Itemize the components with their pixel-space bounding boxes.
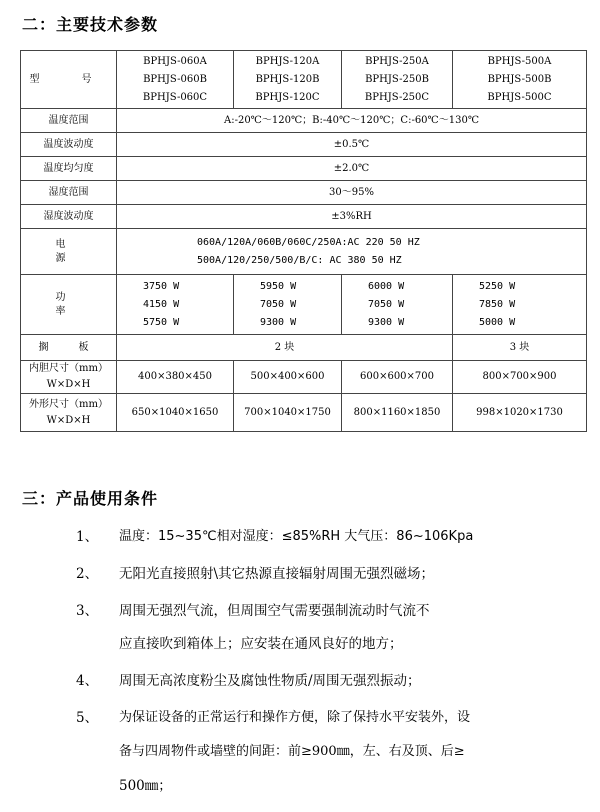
outer-size-label: 外形尺寸（mm） W×D×H <box>21 394 117 432</box>
table-row-inner-size <box>21 361 587 394</box>
section-heading-spec: 二：主要技术参数 <box>22 15 159 34</box>
table-row-outer-size <box>21 394 587 432</box>
condition-number: 1、 <box>76 529 99 545</box>
hum-range-label: 湿度范围 <box>21 181 117 205</box>
condition-text-continued: 应直接吹到箱体上；应安装在通风良好的地方； <box>119 636 403 652</box>
model-group-120: BPHJS-120A BPHJS-120B BPHJS-120C <box>234 51 342 109</box>
outer-size-060: 650×1040×1650 <box>117 394 234 432</box>
temp-range-label: 温度范围 <box>21 109 117 133</box>
outer-size-250: 800×1160×1850 <box>342 394 453 432</box>
shelf-value-a: 2 块 <box>117 335 453 361</box>
condition-number: 4、 <box>76 673 99 689</box>
watt-group-250: 6000 W 7050 W 9300 W <box>342 275 453 335</box>
condition-text: 温度：15~35℃相对湿度：≤85%RH 大气压：86~106Kpa <box>119 529 474 544</box>
condition-text: 为保证设备的正常运行和操作方便，除了保持水平安装外，设 <box>119 710 471 725</box>
model-group-250: BPHJS-250A BPHJS-250B BPHJS-250C <box>342 51 453 109</box>
model-group-060: BPHJS-060A BPHJS-060B BPHJS-060C <box>117 51 234 109</box>
model-label: 型 号 <box>21 51 117 109</box>
shelf-label: 搁 板 <box>21 335 117 361</box>
watt-label: 功 率 <box>21 275 117 335</box>
hum-fluct-value: ±3%RH <box>117 205 587 229</box>
watt-group-120: 5950 W 7050 W 9300 W <box>234 275 342 335</box>
temp-range-value: A:-20℃～120℃；B:-40℃～120℃；C:-60℃～130℃ <box>117 109 587 133</box>
hum-fluct-label: 湿度波动度 <box>21 205 117 229</box>
table-row-power <box>21 229 587 275</box>
inner-size-120: 500×400×600 <box>234 361 342 394</box>
section-heading-conditions: 三：产品使用条件 <box>22 489 159 508</box>
watt-group-500: 5250 W 7850 W 5000 W <box>453 275 587 335</box>
power-value: 060A/120A/060B/060C/250A:AC 220 50 HZ 500A/120/250/500/B/C: AC 380 50 HZ <box>117 229 587 275</box>
inner-size-060: 400×380×450 <box>117 361 234 394</box>
condition-number: 3、 <box>76 603 99 619</box>
table-row-shelf <box>21 335 587 361</box>
table-row-model <box>21 51 587 109</box>
outer-size-500: 998×1020×1730 <box>453 394 587 432</box>
temp-fluct-value: ±0.5℃ <box>117 133 587 157</box>
table-row-hum-fluct <box>21 205 587 229</box>
shelf-value-b: 3 块 <box>453 335 587 361</box>
condition-number: 2、 <box>76 566 99 582</box>
hum-range-value: 30～95% <box>117 181 587 205</box>
model-group-500: BPHJS-500A BPHJS-500B BPHJS-500C <box>453 51 587 109</box>
condition-number: 5、 <box>76 710 99 726</box>
spec-table <box>20 50 587 432</box>
table-row-hum-range <box>21 181 587 205</box>
condition-text: 周围无强烈气流，但周围空气需要强制流动时气流不 <box>119 603 430 619</box>
condition-text-continued: 备与四周物件或墙壁的间距：前≥900㎜，左、右及顶、后≥ <box>119 744 465 759</box>
inner-size-500: 800×700×900 <box>453 361 587 394</box>
temp-fluct-label: 温度波动度 <box>21 133 117 157</box>
temp-uniform-label: 温度均匀度 <box>21 157 117 181</box>
table-row-temp-range <box>21 109 587 133</box>
table-row-watt <box>21 275 587 335</box>
condition-text: 周围无高浓度粉尘及腐蚀性物质/周围无强烈振动； <box>119 673 421 689</box>
watt-group-060: 3750 W 4150 W 5750 W <box>117 275 234 335</box>
table-row-temp-fluct <box>21 133 587 157</box>
condition-text: 无阳光直接照射\其它热源直接辐射周围无强烈磁场； <box>119 566 435 582</box>
inner-size-label: 内胆尺寸（mm） W×D×H <box>21 361 117 394</box>
inner-size-250: 600×600×700 <box>342 361 453 394</box>
power-label: 电 源 <box>21 229 117 275</box>
temp-uniform-value: ±2.0℃ <box>117 157 587 181</box>
condition-text-continued: 500㎜； <box>119 778 172 794</box>
outer-size-120: 700×1040×1750 <box>234 394 342 432</box>
table-row-temp-uniform <box>21 157 587 181</box>
